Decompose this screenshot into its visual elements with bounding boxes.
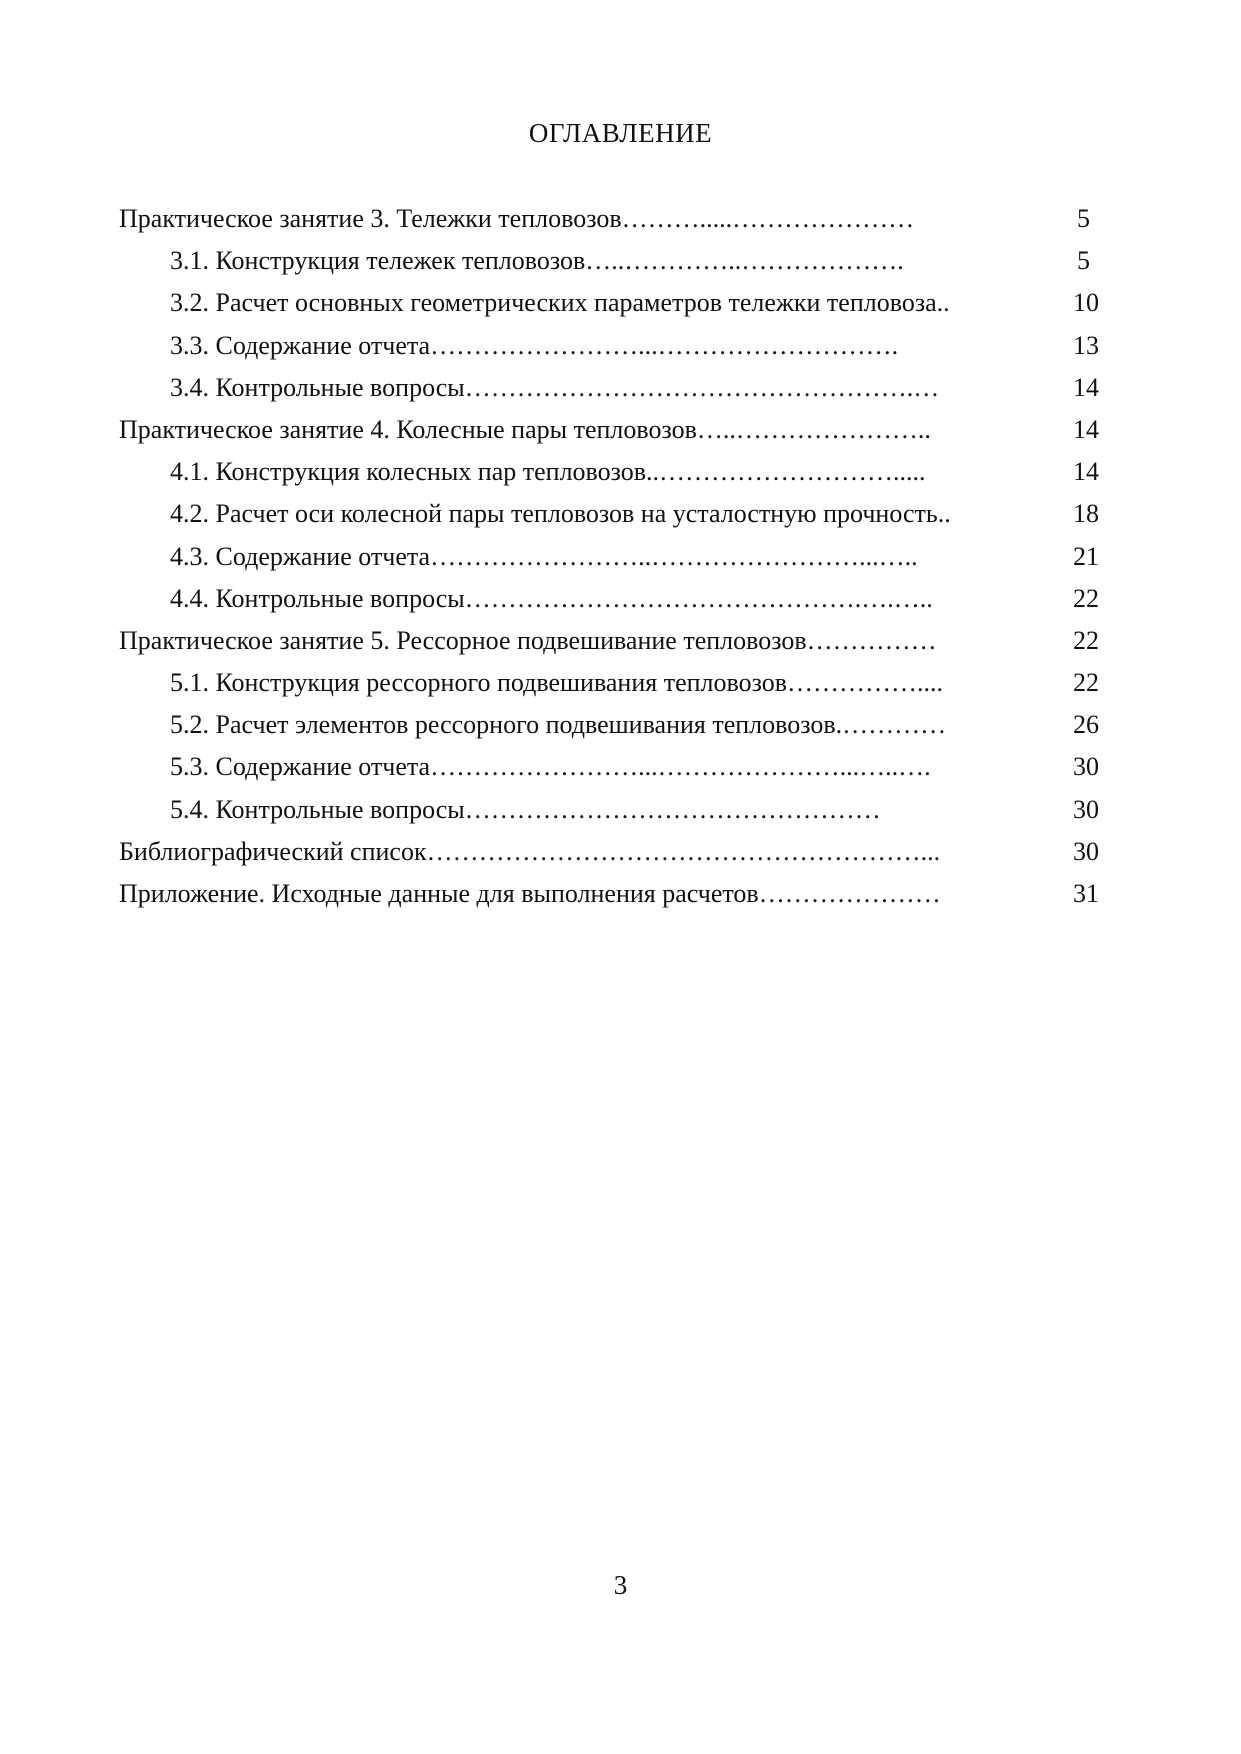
toc-entry[interactable]	[0, 282, 1241, 324]
toc-entry[interactable]	[0, 704, 1241, 746]
toc-entry-title: 3.2. Расчет основных геометрических параметров тележки тепловоза..	[170, 288, 950, 318]
toc-entry[interactable]	[0, 367, 1241, 409]
toc-entry-page: 30	[1073, 752, 1099, 782]
toc-entry-page: 30	[1073, 794, 1099, 824]
table-of-contents	[0, 198, 1241, 915]
toc-entry[interactable]	[0, 578, 1241, 620]
toc-entry-title: 4.4. Контрольные вопросы……………………………………….….…..	[170, 583, 933, 613]
toc-entry-page: 26	[1073, 710, 1099, 740]
toc-entry[interactable]	[0, 873, 1241, 915]
toc-entry-page: 14	[1073, 457, 1099, 487]
toc-entry[interactable]	[0, 493, 1241, 535]
toc-entry-title: Приложение. Исходные данные для выполнения расчетов…………………	[119, 879, 941, 908]
toc-entry[interactable]	[0, 198, 1241, 240]
toc-entry-title: 4.2. Расчет оси колесной пары тепловозов на усталостную прочность..	[170, 499, 951, 529]
toc-entry-page: 30	[1073, 836, 1099, 866]
toc-entry[interactable]	[0, 451, 1241, 493]
toc-entry-title: Библиографический список…………………………………………………...	[119, 836, 941, 866]
toc-entry-page: 13	[1073, 330, 1099, 360]
toc-entry[interactable]	[0, 325, 1241, 367]
toc-entry-page: 18	[1073, 499, 1099, 529]
toc-entry-page: 5	[1077, 204, 1090, 233]
toc-entry[interactable]	[0, 831, 1241, 873]
toc-entry[interactable]	[0, 409, 1241, 451]
page-number: 3	[613, 1570, 628, 1600]
toc-entry-title: 5.4. Контрольные вопросы…………………………………………	[170, 794, 881, 824]
toc-entry-title: 5.3. Содержание отчета……………………...…………………...…..….	[170, 752, 931, 782]
toc-entry-page: 21	[1073, 541, 1099, 571]
toc-entry[interactable]	[0, 789, 1241, 831]
toc-entry-title: 5.2. Расчет элементов рессорного подвешивания тепловозов.…………	[170, 710, 947, 740]
toc-entry[interactable]	[0, 662, 1241, 704]
toc-entry[interactable]	[0, 746, 1241, 788]
toc-entry[interactable]	[0, 536, 1241, 578]
toc-entry-title: Практическое занятие 5. Рессорное подвешивание тепловозов……………	[119, 625, 937, 655]
toc-entry-page: 10	[1073, 288, 1099, 318]
toc-entry-title: 3.3. Содержание отчета……………………...……………………….	[170, 330, 899, 360]
toc-entry-page: 22	[1073, 625, 1099, 655]
toc-entry-page: 14	[1073, 372, 1099, 402]
toc-entry[interactable]	[0, 240, 1241, 282]
toc-entry-title: Практическое занятие 4. Колесные пары тепловозов…..…………………..	[119, 414, 931, 444]
toc-entry-page: 22	[1073, 583, 1099, 613]
toc-entry[interactable]	[0, 620, 1241, 662]
toc-entry-title: Практическое занятие 3. Тележки тепловозов……….....…………………	[119, 204, 915, 233]
toc-entry-page: 31	[1073, 879, 1099, 908]
toc-entry-page: 5	[1077, 246, 1090, 276]
toc-entry-page: 22	[1073, 668, 1099, 698]
toc-entry-title: 3.4. Контрольные вопросы…………………………………………….…	[170, 372, 940, 402]
toc-entry-title: 5.1. Конструкция рессорного подвешивания тепловозов……………....	[170, 668, 943, 698]
toc-entry-title: 4.1. Конструкция колесных пар тепловозов..……………………….....	[170, 457, 926, 487]
toc-entry-title: 3.1. Конструкция тележек тепловозов…..…………..……………….	[170, 246, 904, 276]
toc-entry-page: 14	[1073, 414, 1099, 444]
toc-entry-title: 4.3. Содержание отчета……………………..……………………...…..	[170, 541, 918, 571]
toc-heading: ОГЛАВЛЕНИЕ	[528, 118, 713, 148]
